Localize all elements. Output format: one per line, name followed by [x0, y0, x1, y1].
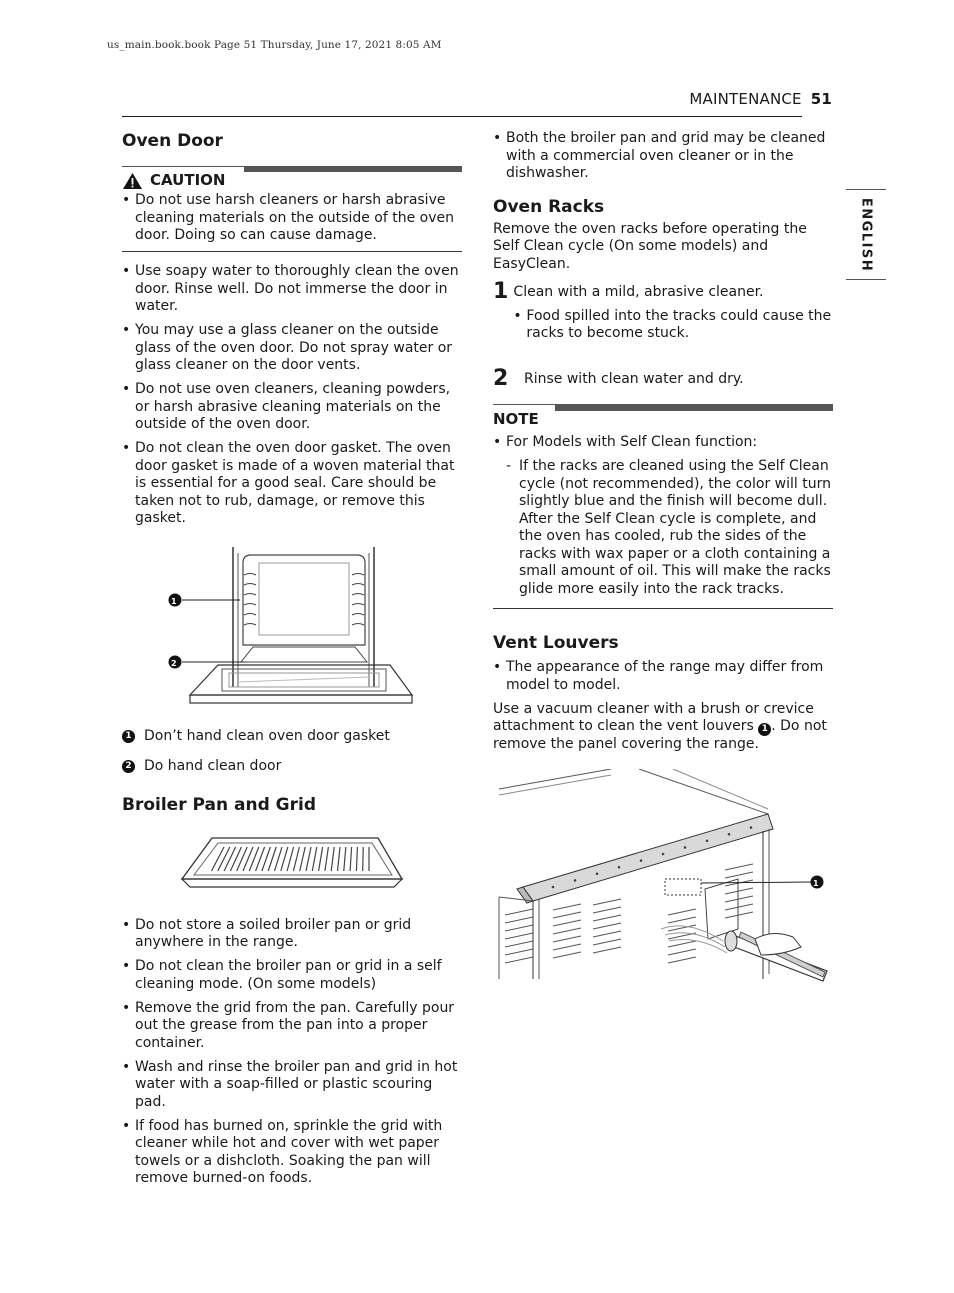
warning-icon: [122, 172, 143, 190]
broiler-heading: Broiler Pan and Grid: [122, 794, 316, 815]
oven-door-list: [122, 263, 462, 528]
note-sub-list: [506, 458, 833, 598]
side-tab: [846, 189, 886, 280]
caution-item: • Do not use harsh cleaners or harsh abrasive cleaning materials on the outside of the oven door. Doing so can cause damage.: [122, 192, 462, 245]
vent-callout: 1: [813, 878, 819, 888]
list-item: • If food has burned on, sprinkle the grid with cleaner while hot and cover with wet paper towels or a dishcloth. Soaking the pan will remove burned-on foods.: [122, 1118, 462, 1188]
note-header: [493, 404, 833, 428]
vent-paragraph: [493, 701, 833, 754]
legend-badge: 1: [122, 730, 135, 743]
step-text: Clean with a mild, abrasive cleaner.: [513, 284, 764, 300]
step-text: Rinse with clean water and dry.: [524, 371, 744, 387]
legend-text: Do hand clean door: [144, 758, 282, 774]
step-number: 1: [493, 279, 509, 304]
list-item: • The appearance of the range may differ from model to model.: [493, 659, 833, 694]
vent-figure: [493, 769, 833, 984]
legend-text: Don’t hand clean oven door gasket: [144, 727, 390, 744]
list-item: • Wash and rinse the broiler pan and grid in hot water with a soap-filled or plastic scouring pad.: [122, 1059, 462, 1112]
vent-list: [493, 659, 833, 694]
vent-louvers-heading: Vent Louvers: [493, 633, 619, 653]
header-rule: [122, 116, 802, 117]
step-number: 2: [493, 366, 509, 391]
legend-item-2: [122, 758, 462, 776]
list-item: • Do not store a soiled broiler pan or grid anywhere in the range.: [122, 917, 462, 952]
vent-text-after: . Do not remove the panel covering the range.: [493, 718, 827, 752]
callout-2: 2: [171, 658, 177, 668]
list-item: • Remove the grid from the pan. Carefully pour out the grease from the pan into a proper container.: [122, 1000, 462, 1053]
oven-racks-intro: Remove the oven racks before operating the Self Clean cycle (On some models) and EasyClean.: [493, 220, 807, 272]
broiler-figure: [122, 835, 462, 903]
list-item: - If the racks are cleaned using the Self Clean cycle (not recommended), the color will turn slightly blue and the finish will become dull. After the Self Clean cycle is complete, and the oven has cooled, rub the sides of the racks with wax paper or a cloth containing a small amount of oil. This will make the racks glide more easily into the rack tracks.: [506, 458, 833, 598]
vent-text-before: Use a vacuum cleaner with a brush or crevice attachment to clean the vent louvers: [493, 700, 814, 734]
list-item: • Do not use oven cleaners, cleaning powders, or harsh abrasive cleaning materials on the outside of the oven door.: [122, 381, 462, 434]
legend-badge: 2: [122, 760, 135, 773]
vent-louvers-illustration: [493, 769, 833, 984]
left-column: [122, 130, 462, 1194]
page-number: 51: [810, 90, 832, 108]
list-item: • For Models with Self Clean function:: [493, 434, 833, 452]
page-header: [689, 90, 832, 108]
step-sub-list: [513, 308, 833, 343]
note-rule: [493, 608, 833, 609]
legend-item-1: [122, 728, 462, 746]
oven-door-heading: Oven Door: [122, 131, 223, 151]
step-1: [493, 281, 833, 349]
list-item: • Food spilled into the tracks could cause the racks to become stuck.: [513, 308, 833, 343]
list-item: • Use soapy water to thoroughly clean the oven door. Rinse well. Do not immerse the door in water.: [122, 263, 462, 316]
oven-racks-heading: Oven Racks: [493, 196, 605, 217]
broiler-continued-list: [493, 130, 833, 183]
side-tab-label: ENGLISH: [858, 197, 874, 272]
oven-door-illustration: [122, 545, 462, 715]
list-item: • Do not clean the oven door gasket. The oven door gasket is made of a woven material that is essential for a good seal. Care should be taken not to rub, damage, or remove this gasket.: [122, 440, 462, 528]
vent-badge: 1: [758, 723, 771, 736]
print-header: us_main.book.book Page 51 Thursday, June 17, 2021 8:05 AM: [107, 39, 442, 51]
oven-door-figure: [122, 545, 462, 715]
caution-rule: [122, 251, 462, 252]
list-item: • You may use a glass cleaner on the outside glass of the oven door. Do not spray water or glass cleaner on the door vents.: [122, 322, 462, 375]
broiler-pan-illustration: [122, 835, 462, 903]
section-title: MAINTENANCE: [689, 90, 802, 108]
step-2: [493, 368, 833, 390]
note-list: [493, 434, 833, 452]
list-item: • Do not clean the broiler pan or grid in a self cleaning mode. (On some models): [122, 958, 462, 993]
note-label: NOTE: [493, 410, 539, 428]
callout-1: 1: [171, 596, 177, 606]
right-column: [493, 130, 833, 984]
caution-label: CAUTION: [150, 171, 226, 190]
list-item: • Both the broiler pan and grid may be cleaned with a commercial oven cleaner or in the dishwasher.: [493, 130, 833, 183]
caution-list: [122, 192, 462, 245]
broiler-list: [122, 917, 462, 1188]
